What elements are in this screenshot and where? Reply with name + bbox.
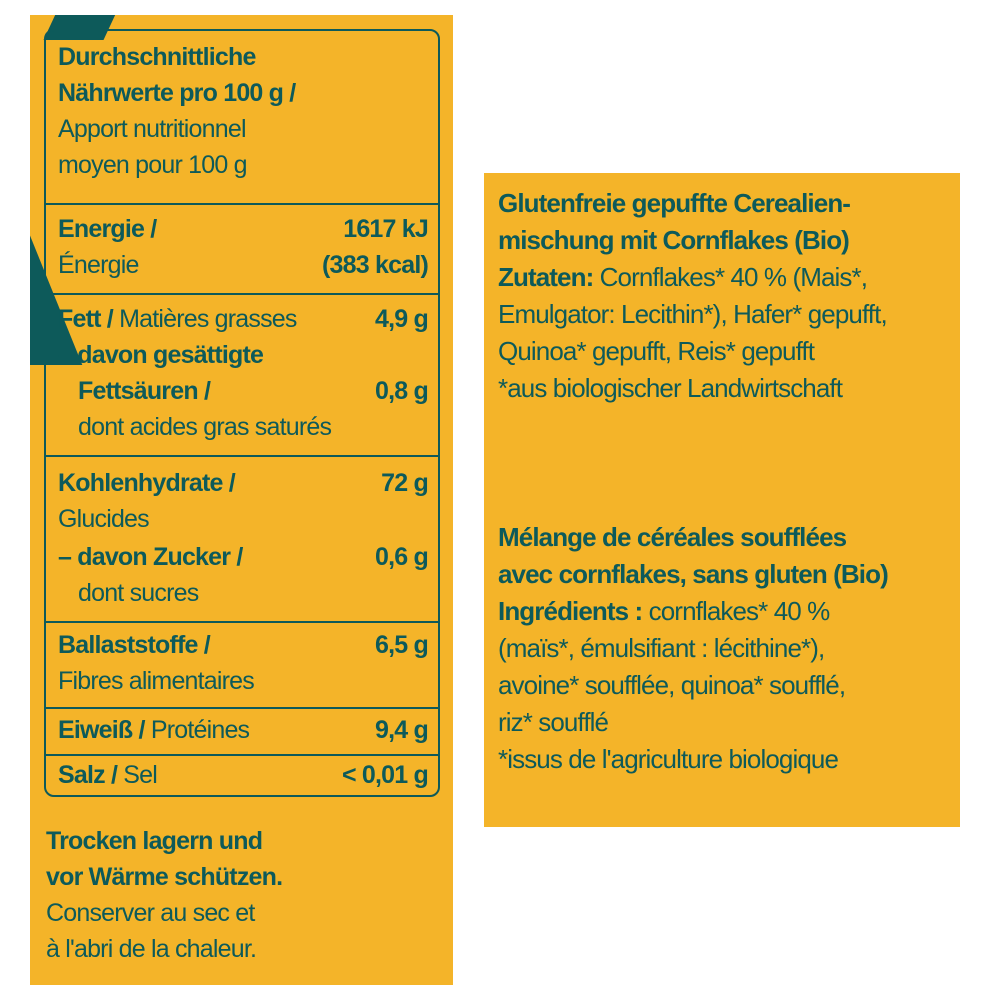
- ingredients-de-line1: Zutaten: Cornflakes* 40 % (Mais*,: [498, 262, 868, 292]
- fat-value: 4,9 g: [375, 305, 428, 333]
- nutrition-panel: [30, 15, 453, 985]
- header-fr-line2: moyen pour 100 g: [58, 151, 247, 179]
- ingredients-de-title2: mischung mit Cornflakes (Bio): [498, 225, 849, 255]
- energy-kj: 1617 kJ: [343, 215, 428, 243]
- salt-label: Salz / Sel: [58, 761, 158, 789]
- ingredients-fr-line3: avoine* soufflée, quinoa* soufflé,: [498, 670, 846, 700]
- saturated-value: 0,8 g: [375, 377, 428, 405]
- storage-de-line1: Trocken lagern und: [46, 827, 263, 855]
- header-de-line2: Nährwerte pro 100 g /: [58, 79, 296, 107]
- storage-fr-line2: à l'abri de la chaleur.: [46, 935, 257, 963]
- nutrition-table: [44, 29, 440, 797]
- storage-de-line2: vor Wärme schützen.: [46, 863, 283, 891]
- carbs-value: 72 g: [381, 469, 428, 497]
- ingredients-de-title1: Glutenfreie gepuffte Cerealien-: [498, 188, 851, 218]
- ingredients-panel: [484, 173, 960, 827]
- protein-label: Eiweiß / Protéines: [58, 716, 250, 744]
- energy-label-fr: Énergie: [58, 251, 139, 279]
- header-fr-line1: Apport nutritionnel: [58, 115, 246, 143]
- energy-label-de: Energie /: [58, 215, 157, 243]
- ingredients-de-line4: *aus biologischer Landwirtschaft: [498, 373, 843, 403]
- header-de-line1: Durchschnittliche: [58, 43, 256, 71]
- saturated-label-de1: – davon gesättigte: [58, 341, 264, 369]
- ingredients-fr-line1: Ingrédients : cornflakes* 40 %: [498, 596, 830, 626]
- ingredients-fr-line4: riz* soufflé: [498, 707, 609, 737]
- carbs-row: [46, 455, 438, 623]
- ingredients-fr-line5: *issus de l'agriculture biologique: [498, 744, 839, 774]
- fiber-label-fr: Fibres alimentaires: [58, 667, 254, 695]
- energy-row: [46, 203, 438, 295]
- storage-instructions: [46, 823, 446, 967]
- protein-row: [46, 707, 438, 756]
- fat-label: Fett / Matières grasses: [58, 305, 297, 333]
- saturated-label-fr: dont acides gras saturés: [78, 413, 332, 441]
- sugar-label-de: – davon Zucker /: [58, 543, 243, 571]
- carbs-label-fr: Glucides: [58, 505, 149, 533]
- ingredients-de-line2: Emulgator: Lecithin*), Hafer* gepufft,: [498, 299, 887, 329]
- sugar-label-fr: dont sucres: [78, 579, 199, 607]
- protein-value: 9,4 g: [375, 716, 428, 744]
- ingredients-fr-title1: Mélange de céréales soufflées: [498, 522, 847, 552]
- energy-kcal: (383 kcal): [322, 251, 428, 279]
- ingredients-fr-title2: avec cornflakes, sans gluten (Bio): [498, 559, 888, 589]
- fiber-row: [46, 621, 438, 709]
- fat-row: [46, 293, 438, 457]
- ingredients-de-line3: Quinoa* gepufft, Reis* gepufft: [498, 336, 815, 366]
- storage-fr-line1: Conserver au sec et: [46, 899, 255, 927]
- carbs-label-de: Kohlenhydrate /: [58, 469, 235, 497]
- nutrition-header: [46, 31, 438, 205]
- sugar-value: 0,6 g: [375, 543, 428, 571]
- fiber-label-de: Ballaststoffe /: [58, 631, 210, 659]
- fiber-value: 6,5 g: [375, 631, 428, 659]
- saturated-label-de2: Fettsäuren /: [78, 377, 211, 405]
- salt-value: < 0,01 g: [341, 761, 428, 789]
- ingredients-fr-line2: (maïs*, émulsifiant : lécithine*),: [498, 633, 825, 663]
- salt-row: [46, 754, 438, 796]
